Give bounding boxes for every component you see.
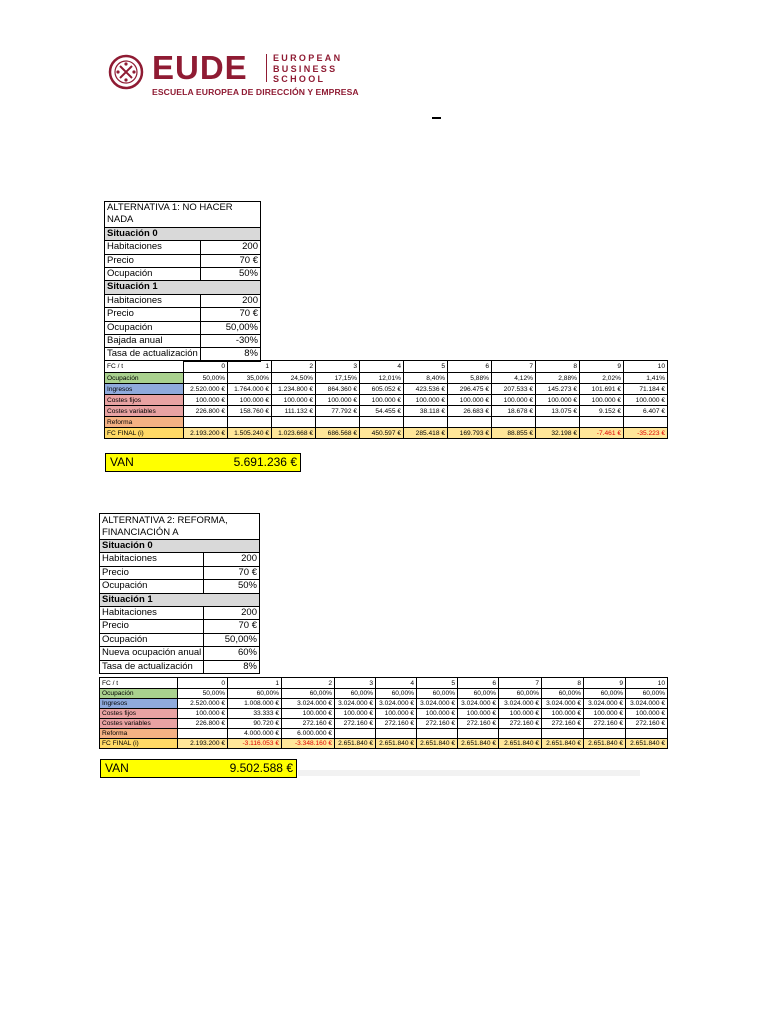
alt2-title: ALTERNATIVA 2: REFORMA, FINANCIACIÓN A — [100, 514, 260, 540]
param-row: Tasa de actualización 8% — [100, 660, 260, 673]
flow-final-row: FC FINAL (i) 2.193.200 € -3.116.053 € -3.348.160 € 2.651.840 € 2.651.840 € 2.651.840 € 2.651.840 € 2.651.840 € 2.651.840 € 2.651.840 € 2.651.840 € — [100, 739, 668, 749]
title-dash — [432, 117, 441, 119]
param-row: Ocupación 50% — [105, 268, 261, 281]
alt1-s0-header: Situación 0 — [105, 227, 261, 240]
param-row: Tasa de actualización 8% — [105, 348, 261, 361]
param-row: Nueva ocupación anual 60% — [100, 647, 260, 660]
flow-reform-row: Reforma — [105, 417, 668, 428]
logo-wordmark: EUDE — [152, 49, 248, 86]
alt2-van-value: 9.502.588 € — [229, 761, 293, 775]
alt2-van-box — [100, 759, 297, 778]
alt1-parameters-table — [104, 201, 261, 362]
flow-income-row: Ingresos 2.520.000 € 1.764.000 € 1.234.800 € 864.360 € 605.052 € 423.536 € 296.475 € 207.533 € 145.273 € 101.691 € 71.184 € — [105, 384, 668, 395]
flow-fixed-costs-row: Costes fijos 100.000 € 33.333 € 100.000 € 100.000 € 100.000 € 100.000 € 100.000 € 100.000 € 100.000 € 100.000 € 100.000 € — [100, 709, 668, 719]
eude-emblem-icon — [108, 54, 144, 90]
flow-income-row: Ingresos 2.520.000 € 1.008.000 € 3.024.000 € 3.024.000 € 3.024.000 € 3.024.000 € 3.024.000 € 3.024.000 € 3.024.000 € 3.024.000 € 3.024.000 € — [100, 699, 668, 709]
alt1-van-label: VAN — [110, 455, 134, 469]
alt2-van-label: VAN — [105, 761, 129, 775]
flow-fixed-costs-row: Costes fijos 100.000 € 100.000 € 100.000 € 100.000 € 100.000 € 100.000 € 100.000 € 100.000 € 100.000 € 100.000 € 100.000 € — [105, 395, 668, 406]
param-row: Ocupación 50,00% — [100, 633, 260, 646]
param-row: Precio 70 € — [105, 254, 261, 267]
param-row: Ocupación 50% — [100, 580, 260, 593]
param-row: Precio 70 € — [100, 566, 260, 579]
van-row-shade — [298, 770, 640, 776]
param-row: Precio 70 € — [100, 620, 260, 633]
alt1-cashflow-table — [104, 360, 668, 439]
logo-tagline: ESCUELA EUROPEA DE DIRECCIÓN Y EMPRESA — [152, 87, 359, 97]
param-row: Habitaciones 200 — [105, 241, 261, 254]
flow-variable-costs-row: Costes variables 226.800 € 158.760 € 111.132 € 77.792 € 54.455 € 38.118 € 26.683 € 18.678 € 13.075 € 9.152 € 6.407 € — [105, 406, 668, 417]
alt1-van-box — [105, 453, 301, 472]
alt1-s1-header: Situación 1 — [105, 281, 261, 294]
eude-logo — [108, 50, 358, 100]
alt2-s0-header: Situación 0 — [100, 540, 260, 553]
flow-header-row: FC / t 0 1 2 3 4 5 6 7 8 9 10 — [105, 361, 668, 373]
param-row: Habitaciones 200 — [100, 553, 260, 566]
flow-occupancy-row: Ocupación 50,00% 60,00% 60,00% 60,00% 60,00% 60,00% 60,00% 60,00% 60,00% 60,00% 60,00% — [100, 689, 668, 699]
alt1-title: ALTERNATIVA 1: NO HACER NADA — [105, 202, 261, 228]
logo-divider — [266, 54, 267, 82]
param-row: Precio 70 € — [105, 308, 261, 321]
param-row: Bajada anual -30% — [105, 335, 261, 348]
alt2-s1-header: Situación 1 — [100, 593, 260, 606]
param-row: Habitaciones 200 — [105, 294, 261, 307]
flow-header-row: FC / t 0 1 2 3 4 5 6 7 8 9 10 — [100, 678, 668, 689]
flow-occupancy-row: Ocupación 50,00% 35,00% 24,50% 17,15% 12,01% 8,40% 5,88% 4,12% 2,88% 2,02% 1,41% — [105, 373, 668, 384]
flow-reform-row: Reforma 4.000.000 € 6.000.000 € — [100, 729, 668, 739]
alt1-van-value: 5.691.236 € — [233, 455, 297, 469]
alt2-cashflow-table — [99, 677, 668, 749]
param-row: Ocupación 50,00% — [105, 321, 261, 334]
logo-school-name: EUROPEAN BUSINESS SCHOOL — [273, 53, 343, 84]
alt2-parameters-table — [99, 513, 260, 674]
flow-variable-costs-row: Costes variables 226.800 € 90.720 € 272.160 € 272.160 € 272.160 € 272.160 € 272.160 € 272.160 € 272.160 € 272.160 € 272.160 € — [100, 719, 668, 729]
flow-final-row: FC FINAL (i) 2.193.200 € 1.505.240 € 1.023.668 € 686.568 € 450.597 € 285.418 € 169.793 € 88.855 € 32.198 € -7.461 € -35.223 € — [105, 428, 668, 439]
param-row: Habitaciones 200 — [100, 607, 260, 620]
